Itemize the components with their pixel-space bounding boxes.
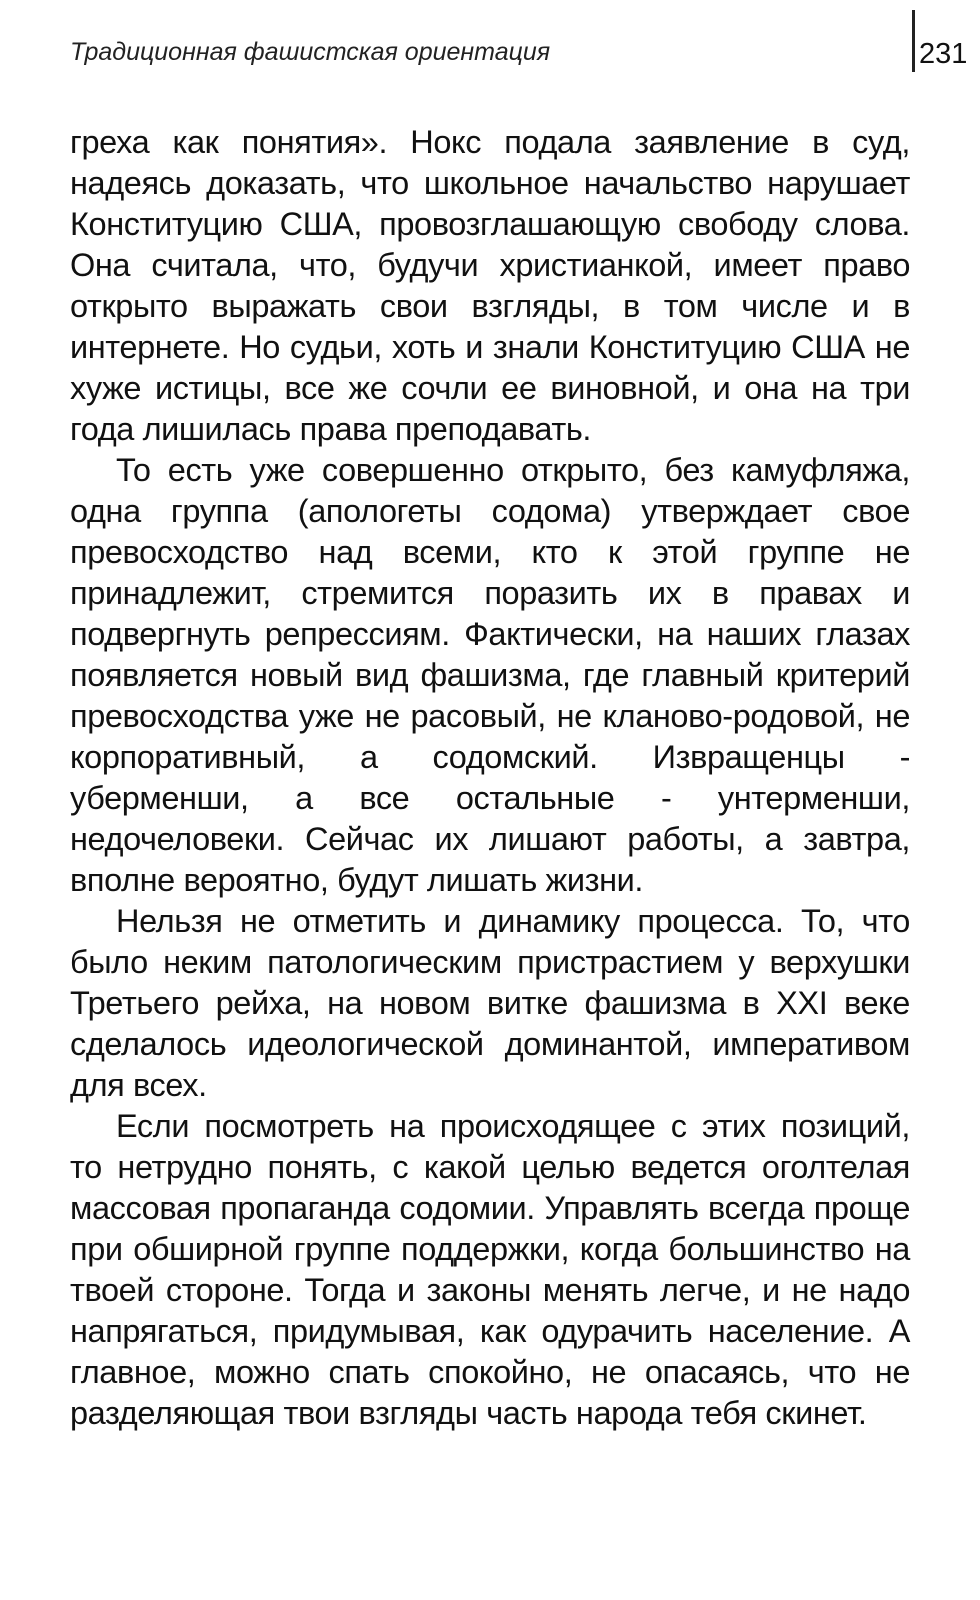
- body-text: [70, 122, 910, 1434]
- page-header: [0, 0, 980, 100]
- header-divider: [912, 10, 915, 72]
- paragraph: греха как понятия». Нокс подала заявление в суд, надеясь доказать, что школьное начальство нарушает Конституцию США, провозглашающую свободу слова. Она считала, что, будучи христианкой, имеет право открыто выражать свои взгляды, в том числе и в интернете. Но судьи, хоть и знали Конституцию США не хуже истицы, все же сочли ее виновной, и она на три года лишилась права преподавать.: [70, 124, 910, 447]
- paragraph: То есть уже совершенно открыто, без камуфляжа, одна группа (апологеты содома) утверждает свое превосходство над всеми, кто к этой группе не принадлежит, стремится поразить их в правах и подвергнуть репрессиям. Фактически, на наших глазах появляется новый вид фашизма, где главный критерий превосходства уже не расовый, не кланово-родовой, не корпоративный, а содомский. Извращенцы - уберменши, а все остальные - унтерменши, недочеловеки. Сейчас их лишают работы, а завтра, вполне вероятно, будут лишать жизни.: [70, 452, 910, 898]
- running-title: Традиционная фашистская ориентация: [70, 38, 551, 66]
- paragraph: Нельзя не отметить и динамику процесса. То, что было неким патологическим пристрастием у верхушки Третьего рейха, на новом витке фашизма в XXI веке сделалось идеологической доминантой, императивом для всех.: [70, 903, 910, 1103]
- paragraph: Если посмотреть на происходящее с этих позиций, то нетрудно понять, с какой целью ведется оголтелая массовая пропаганда содомии. Управлять всегда проще при обширной группе поддержки, когда большинство на твоей стороне. Тогда и законы менять легче, и не надо напрягаться, придумывая, как одурачить население. А главное, можно спать спокойно, не опасаясь, что не разделяющая твои взгляды часть народа тебя скинет.: [70, 1108, 910, 1431]
- page-number: 231: [919, 38, 968, 70]
